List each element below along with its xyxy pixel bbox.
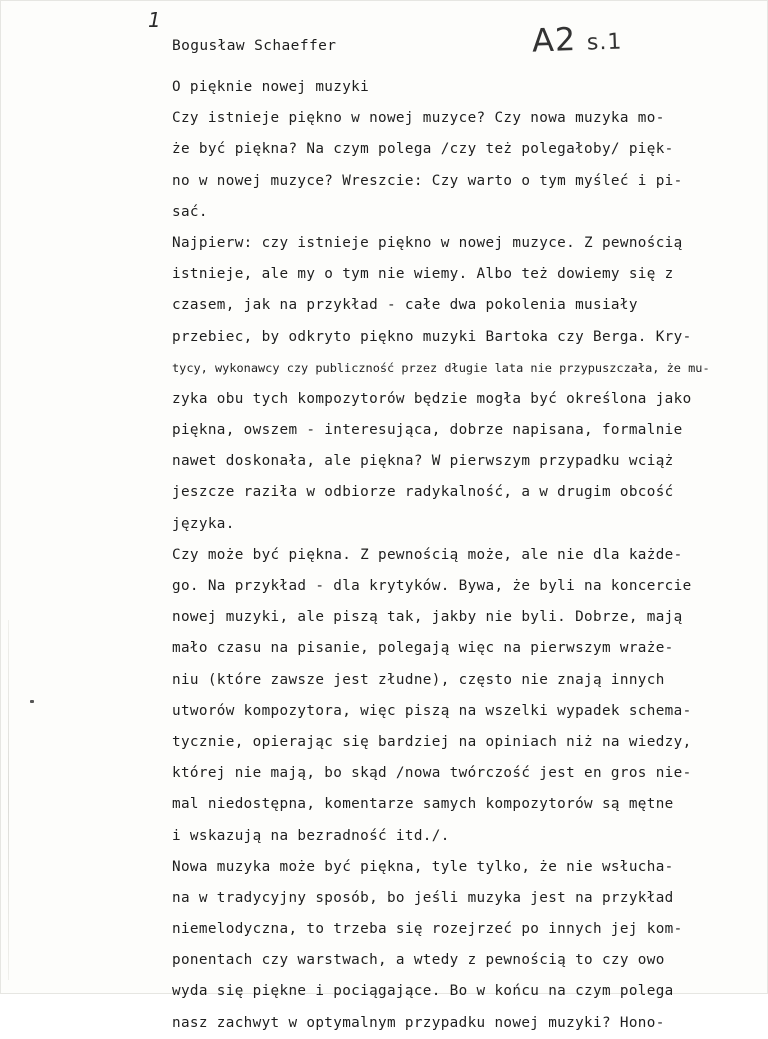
text-line: no w nowej muzyce? Wreszcie: Czy warto o tym myśleć i pi- — [172, 172, 683, 189]
text-line: czasem, jak na przykład - całe dwa pokolenia musiały — [172, 297, 638, 314]
text-line: utworów kompozytora, więc piszą na wszelki wypadek schema- — [172, 702, 692, 719]
text-line: niemelodyczna, to trzeba się rozejrzeć po innych jej kom- — [172, 921, 683, 938]
text-line: Nowa muzyka może być piękna, tyle tylko, że nie wsłucha- — [172, 858, 674, 875]
text-line: wyda się piękne i pociągające. Bo w końcu na czym polega — [172, 983, 674, 1000]
text-line: go. Na przykład - dla krytyków. Bywa, że byli na koncercie — [172, 578, 692, 594]
archive-mark — [531, 18, 623, 59]
text-line: mal niedostępna, komentarze samych kompozytorów są mętne — [172, 796, 674, 813]
text-line: tycy, wykonawcy czy publiczność przez długie lata nie przypuszczała, że mu- — [172, 360, 710, 375]
page-number: 1 — [148, 8, 161, 32]
text-line: zyka obu tych kompozytorów będzie mogła być określona jako — [172, 390, 692, 407]
scan-edge — [8, 620, 9, 980]
text-line: nasz zachwyt w optymalnym przypadku nowej muzyki? Hono- — [172, 1014, 665, 1031]
text-line: że być piękna? Na czym polega /czy też polegałoby/ pięk- — [172, 141, 674, 158]
margin-mark — [30, 700, 34, 703]
body-text — [172, 72, 732, 1039]
text-line: ponentach czy warstwach, a wtedy z pewnością to czy owo — [172, 952, 665, 969]
text-line: przebiec, by odkryto piękno muzyki Bartoka czy Berga. Kry- — [172, 328, 692, 345]
text-line: tycznie, opierając się bardziej na opiniach niż na wiedzy, — [172, 733, 692, 750]
text-line: mało czasu na pisanie, polegają więc na pierwszym wraże- — [172, 640, 674, 657]
archive-mark-main: A2 — [531, 20, 577, 60]
text-line: niu (które zawsze jest złudne), często nie znają innych — [172, 671, 665, 688]
text-line: Czy może być piękna. Z pewnością może, ale nie dla każde- — [172, 546, 683, 563]
text-line: nowej muzyki, ale piszą tak, jakby nie byli. Dobrze, mają — [172, 609, 683, 626]
text-line: nawet doskonała, ale piękna? W pierwszym przypadku wciąż — [172, 453, 674, 470]
text-line: istnieje, ale my o tym nie wiemy. Albo też dowiemy się z — [172, 266, 674, 283]
text-line: i wskazują na bezradność itd./. — [172, 827, 450, 844]
archive-mark-page: s.1 — [586, 29, 623, 56]
essay-title: O pięknie nowej muzyki — [172, 79, 370, 95]
text-line: na w tradycyjny sposób, bo jeśli muzyka jest na przykład — [172, 889, 674, 906]
text-line: Czy istnieje piękno w nowej muzyce? Czy nowa muzyka mo- — [172, 110, 665, 127]
text-line: Najpierw: czy istnieje piękno w nowej muzyce. Z pewnością — [172, 234, 683, 251]
text-line: jeszcze raziła w odbiorze radykalność, a w drugim obcość — [172, 484, 674, 501]
text-line: sać. — [172, 203, 208, 220]
text-line: języka. — [172, 515, 235, 532]
text-line: której nie mają, bo skąd /nowa twórczość jest en gros nie- — [172, 765, 692, 782]
author-name: Bogusław Schaeffer — [172, 38, 337, 54]
text-line: piękna, owszem - interesująca, dobrze napisana, formalnie — [172, 422, 683, 439]
